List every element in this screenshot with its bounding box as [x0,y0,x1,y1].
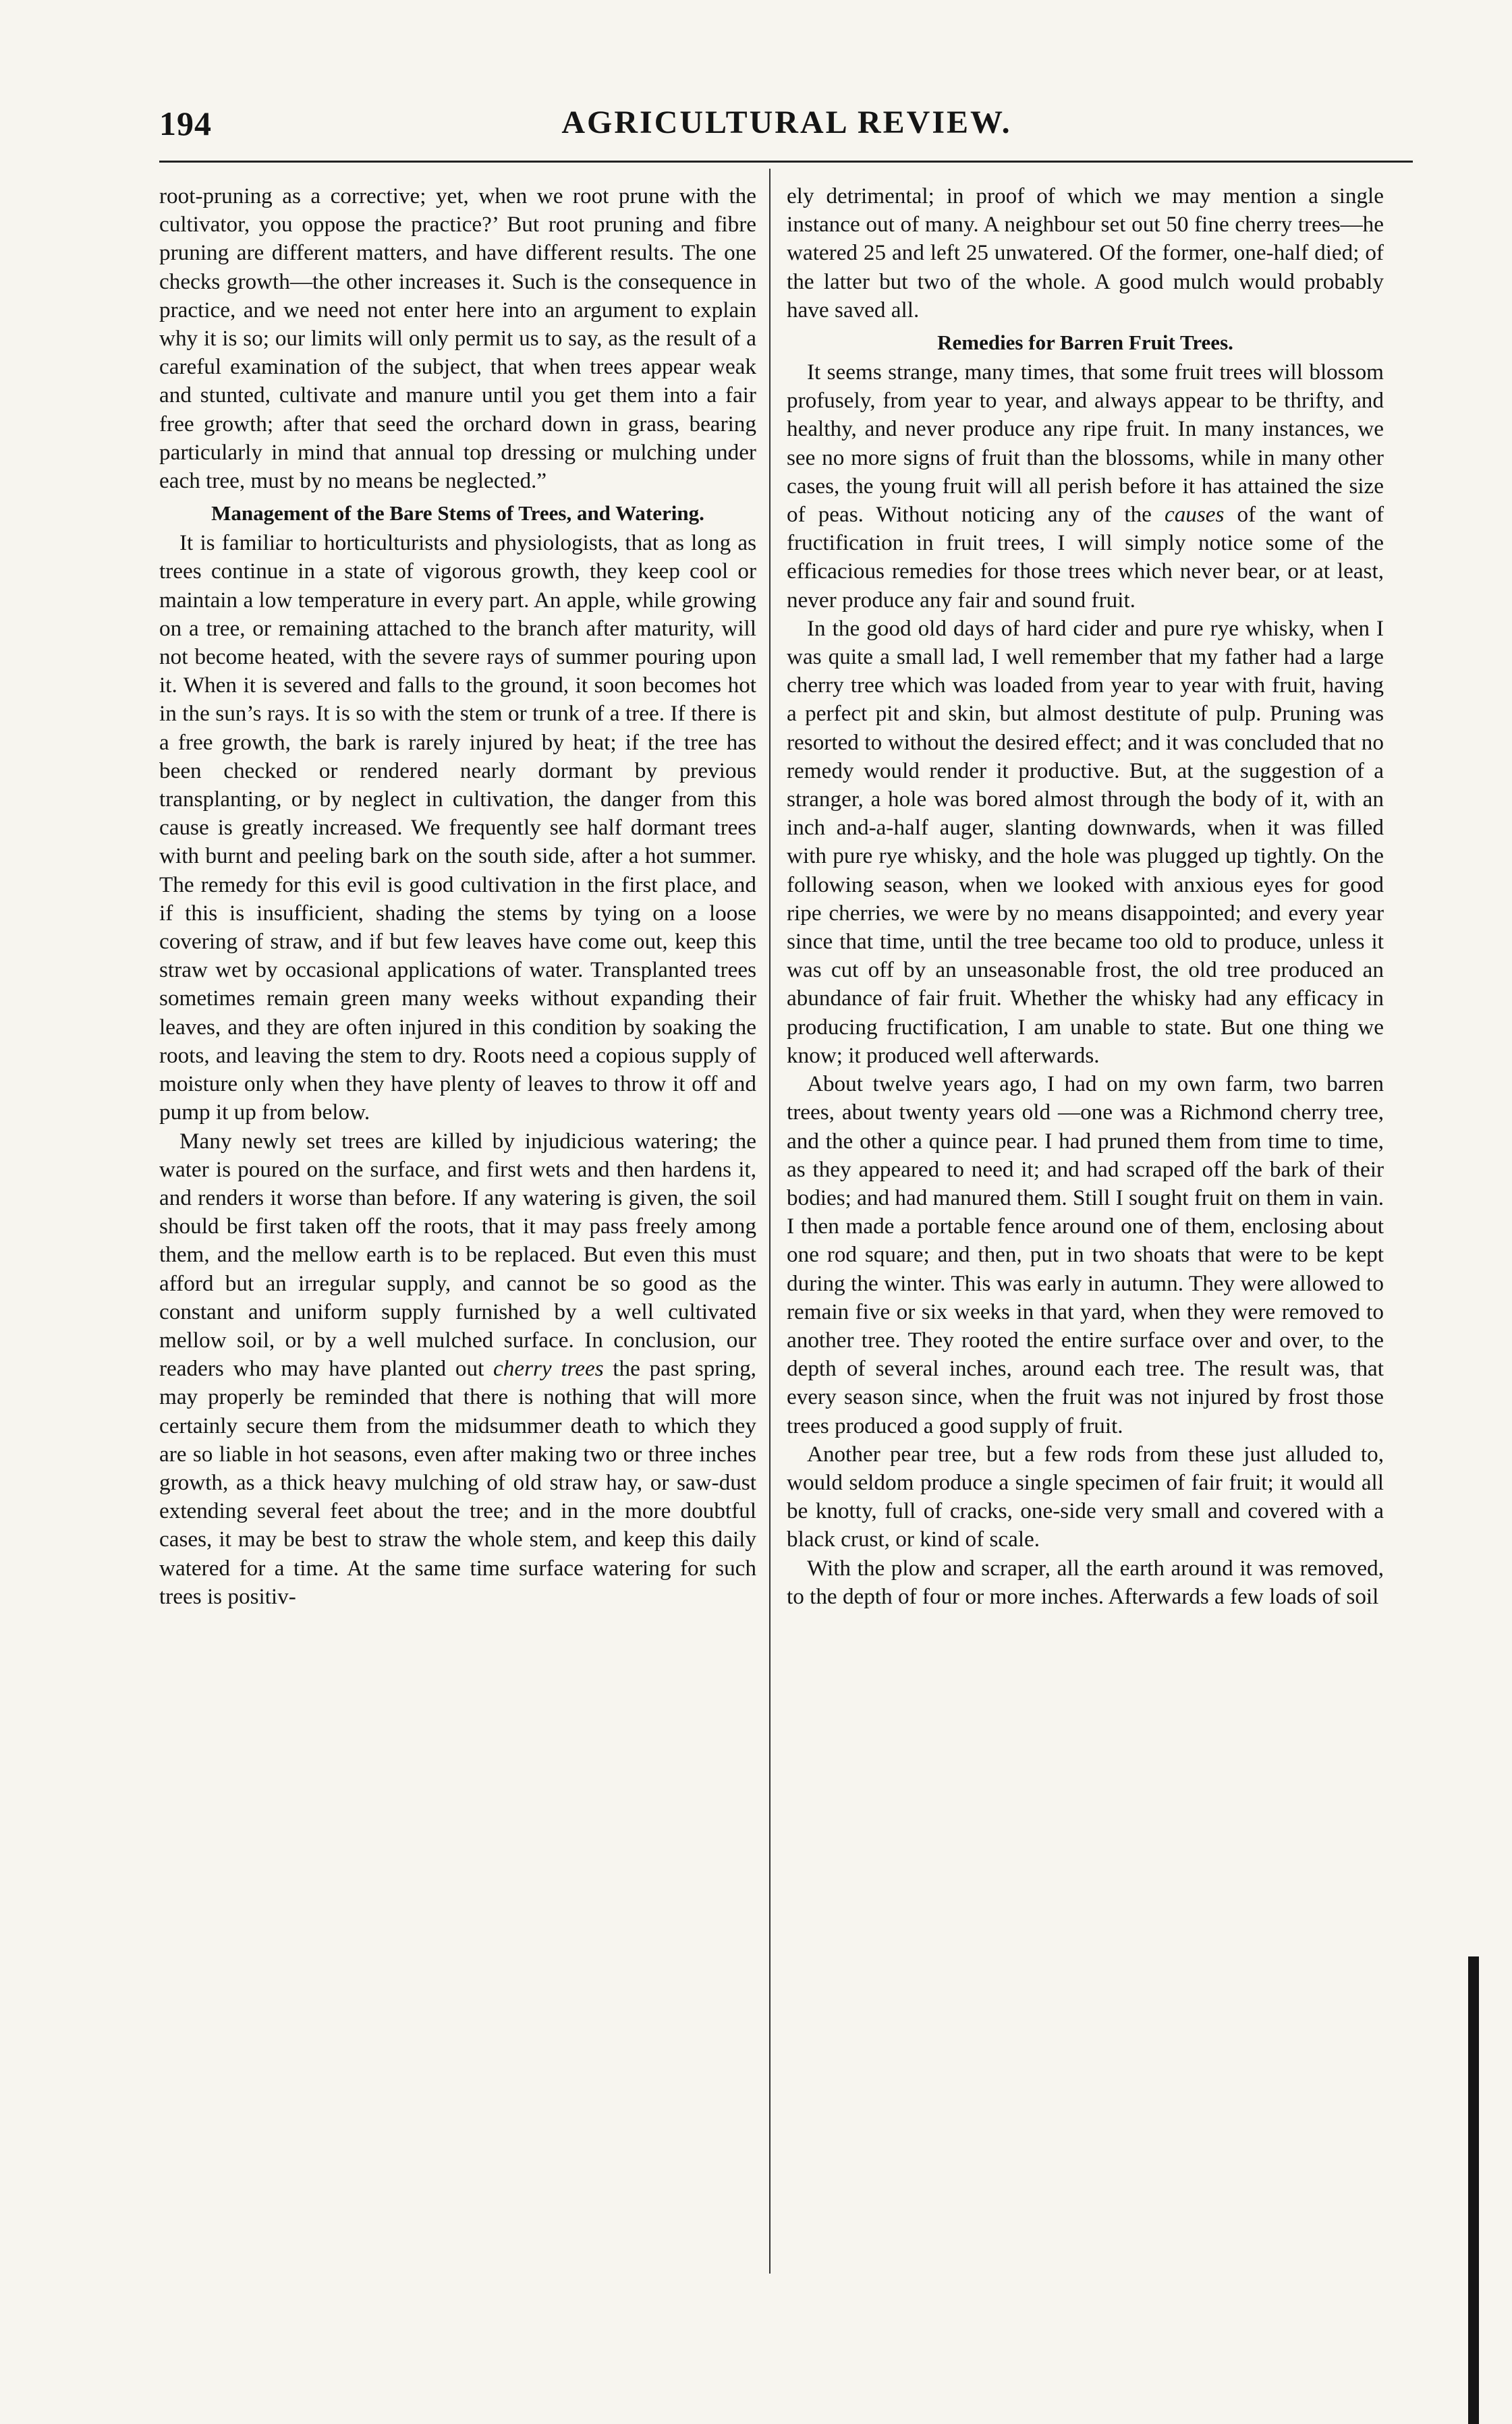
scan-edge-shadow [1468,1956,1479,2424]
header-rule [159,161,1413,163]
paragraph [159,1127,756,1611]
paragraph: In the good old days of hard cider and pure rye whisky, when I was quite a small lad, I well remember that my father had a large cherry tree which was loaded from year to year with fruit, having a perfect pit and skin, but almost destitute of pulp. Pruning was resorted to without the desired effect; and it was concluded that no remedy would render it productive. But, at the suggestion of a stranger, a hole was bored almost through the body of it, with an inch and-a-half auger, slanting downwards, when it was filled with pure rye whisky, and the hole was plugged up tightly. On the following season, when we looked with anxious eyes for good ripe cherries, we were by no means disappointed; and every year since that time, until the tree became too old to produce, unless it was cut off by an unseasonable frost, the old tree produced an abundance of fair fruit. Whether the whisky had any efficacy in producing fructification, I am unable to state. But one thing we know; it produced well afterwards. [787,615,1384,1068]
column-divider [769,169,771,2274]
paragraph-text: of the want of fructification in fruit trees, I will simply notice some of the efficacious remedies for those trees which never bear, or at least, never produce any fair and sound fruit. [787,502,1384,613]
left-column [159,182,756,1611]
paragraph [787,358,1384,615]
paragraph: Another pear tree, but a few rods from these just alluded to, would seldom produce a single specimen of fair fruit; it would all be knotty, full of cracks, one-side very small and covered with a black crust, or kind of scale. [787,1441,1384,1552]
page-number: 194 [159,105,212,142]
paragraph-text: Many newly set trees are killed by injudicious watering; the water is poured on the surface, and first wets and then hardens it, and renders it worse than before. If any watering is given, the soil should be first taken off the roots, that it may pass freely among them, and the mellow earth is to be replaced. But even this must afford but an irregular supply, and cannot be so good as the constant and uniform supply furnished by a well cultivated mellow soil, or by a well mulched surface. In conclusion, our readers who may have planted out [159,1128,756,1382]
paragraph: About twelve years ago, I had on my own farm, two barren trees, about twenty years old —one was a Richmond cherry tree, and the other a quince pear. I had pruned them from time to time, as they appeared to need it; and had scraped off the bark of their bodies; and had manured them. Still I sought fruit on them in vain. I then made a portable fence around one of them, enclosing about one rod square; and then, put in two shoats that were to be kept during the winter. This was early in autumn. They were allowed to remain five or six weeks in that yard, when they were removed to another tree. They rooted the entire surface over and over, to the depth of several inches, around each tree. The result was, that every season since, when the fruit was not injured by frost those trees produced a good supply of fruit. [787,1071,1384,1438]
running-title: AGRICULTURAL REVIEW. [561,105,1012,140]
paragraph: root-pruning as a corrective; yet, when we root prune with the cultivator, you oppose the practice?’ But root pruning and fibre pruning are different matters, and have different results. The one checks growth—the other increases it. Such is the consequence in practice, and we need not enter here into an argument to explain why it is so; our limits will only permit us to say, as the result of a careful examination of the subject, that when trees appear weak and stunted, cultivate and manure until you get them into a fair free growth; after that seed the orchard down in grass, bearing particularly in mind that annual top dressing or mulching under each tree, must by no means be neglected.” [159,184,756,494]
paragraph-text: the past spring, may properly be reminded that there is nothing that will more certainly secure them from the midsummer death to which they are so liable in hot seasons, even after making two or three inches growth, as a thick heavy mulching of old straw hay, or saw-dust extending several feet about the tree; and in the more doubtful cases, it may be best to straw the whole stem, and keep this daily watered for a time. At the same time surface watering for such trees is positiv- [159,1356,756,1609]
section-heading-barren-trees: Remedies for Barren Fruit Trees. [937,331,1233,355]
italic-text: cherry trees [493,1356,604,1382]
section-heading-bare-stems: Management of the Bare Stems of Trees, and Watering. [211,501,704,526]
page-header [159,100,1414,154]
paragraph: ely detrimental; in proof of which we may mention a single instance out of many. A neighbour set out 50 fine cherry trees—he watered 25 and left 25 unwatered. Of the former, one-half died; of the latter but two of the whole. A good mulch would probably have saved all. [787,184,1384,322]
italic-text: causes [1164,502,1225,528]
right-column [787,182,1384,1611]
paragraph: It is familiar to horticulturists and physiologists, that as long as trees continue in a state of vigorous growth, they keep cool or maintain a low temperature in every part. An apple, while growing on a tree, or remaining attached to the branch after maturity, will not become heated, with the severe rays of summer pouring upon it. When it is severed and falls to the ground, it soon becomes hot in the sun’s rays. It is so with the stem or trunk of a tree. If there is a free growth, the bark is rarely injured by heat; if the tree has been checked or rendered nearly dormant by previous transplanting, or by neglect in cultivation, the danger from this cause is greatly increased. We frequently see half dormant trees with burnt and peeling bark on the south side, after a hot summer. The remedy for this evil is good cultivation in the first place, and if this is insufficient, shading the stems by tying on a loose covering of straw, and if but few leaves have come out, keep this straw wet by occasional applications of water. Transplanted trees sometimes remain green many weeks without expanding their leaves, and they are often injured in this condition by soaking the roots, and leaving the stem to dry. Roots need a copious supply of moisture only when they have plenty of leaves to throw it off and pump it up from below. [159,530,756,1125]
paragraph: With the plow and scraper, all the earth around it was removed, to the depth of four or more inches. Afterwards a few loads of soil [787,1555,1384,1609]
paragraph-text: It seems strange, many times, that some fruit trees will blossom profusely, from year to year, and always appear to be thrifty, and healthy, and never produce any ripe fruit. In many instances, we see no more signs of fruit than the blossoms, while in many other cases, the young fruit will all perish before it has attained the size of peas. Without noticing any of the [787,360,1384,528]
